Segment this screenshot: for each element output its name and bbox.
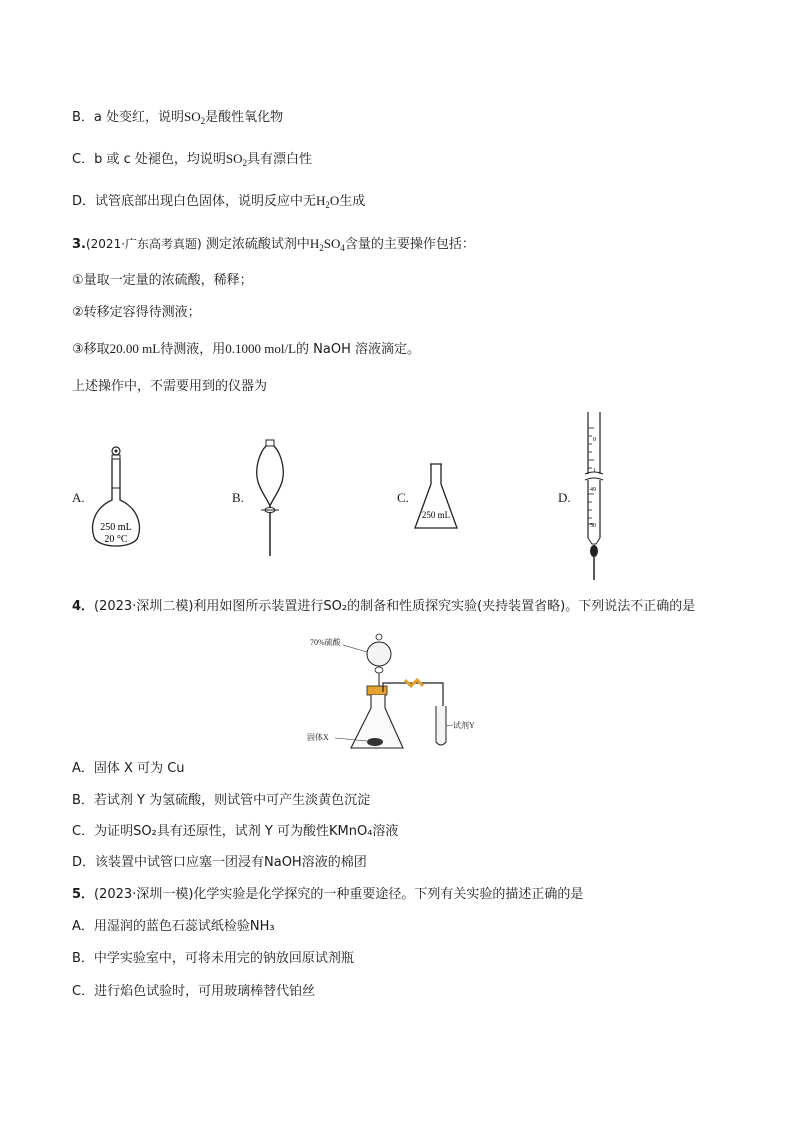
q3-option-d-label: D. (558, 490, 571, 505)
q4-stem: 4．(2023·深圳二模)利用如图所示装置进行SO₂的制备和性质探究实验(夹持装置省略)。下列说法不正确的是 (72, 599, 696, 614)
label-reagent-y: 试剂Y (453, 721, 475, 730)
label-solid-x: 固体X (307, 733, 329, 742)
burette-tick-50: 50 (590, 523, 596, 529)
q2-option-b: B．a 处变红，说明$SO_2$是酸性氧化物 (72, 109, 284, 126)
flask-temp-label: 20 °C (104, 534, 128, 545)
q5-stem: 5．(2023·深圳一模)化学实验是化学探究的一种重要途径。下列有关实验的描述正确的是 (72, 887, 584, 902)
q3-option-b-label: B. (232, 490, 244, 505)
burette-tick-0: 0 (593, 437, 596, 443)
q4-option-b: B．若试剂 Y 为氢硫酸，则试管中可产生淡黄色沉淀 (72, 793, 371, 808)
erlenmeyer-volume-label: 250 mL (421, 510, 451, 520)
q2-option-c: C．b 或 c 处褪色，均说明$SO_2$具有漂白性 (72, 151, 313, 168)
q3-question: 上述操作中，不需要用到的仪器为 (72, 379, 268, 394)
burette-figure (576, 410, 616, 585)
flask-volume-label: 250 mL (100, 522, 132, 533)
erlenmeyer-flask-figure (412, 462, 460, 532)
q5-option-b: B．中学实验室中，可将未用完的钠放回原试剂瓶 (72, 951, 354, 966)
separatory-funnel-figure (250, 438, 290, 560)
so2-apparatus-figure (305, 630, 495, 755)
q3-stem: 3.(2021·广东高考真题) 测定浓硫酸试剂中$H_2SO_4$含量的主要操作包括： (72, 236, 475, 253)
q3-step-3: ③移取20.00 mL待测液，用0.1000 mol/L的 NaOH 溶液滴定。 (72, 341, 420, 357)
q2-option-d: D．试管底部出现白色固体，说明反应中无$H_2O$生成 (72, 193, 366, 210)
q5-option-a: A．用湿润的蓝色石蕊试纸检验NH₃ (72, 919, 275, 934)
q3-step-1: ①量取一定量的浓硫酸，稀释； (72, 273, 253, 288)
volumetric-flask-figure (86, 440, 146, 555)
q4-option-c: C．为证明SO₂具有还原性，试剂 Y 可为酸性KMnO₄溶液 (72, 824, 399, 839)
q5-option-c: C．进行焰色试验时，可用玻璃棒替代铂丝 (72, 984, 316, 999)
q3-option-c-label: C. (397, 490, 409, 505)
label-sulfuric-acid: 70%硫酸 (310, 638, 341, 647)
burette-tick-1: 1 (593, 468, 596, 474)
q3-option-a-label: A. (72, 490, 85, 505)
q3-step-2: ②转移定容得待测液； (72, 305, 201, 320)
q4-option-a: A．固体 X 可为 Cu (72, 761, 185, 776)
burette-tick-49: 49 (590, 487, 596, 493)
q4-option-d: D．该装置中试管口应塞一团浸有NaOH溶液的棉团 (72, 855, 367, 870)
